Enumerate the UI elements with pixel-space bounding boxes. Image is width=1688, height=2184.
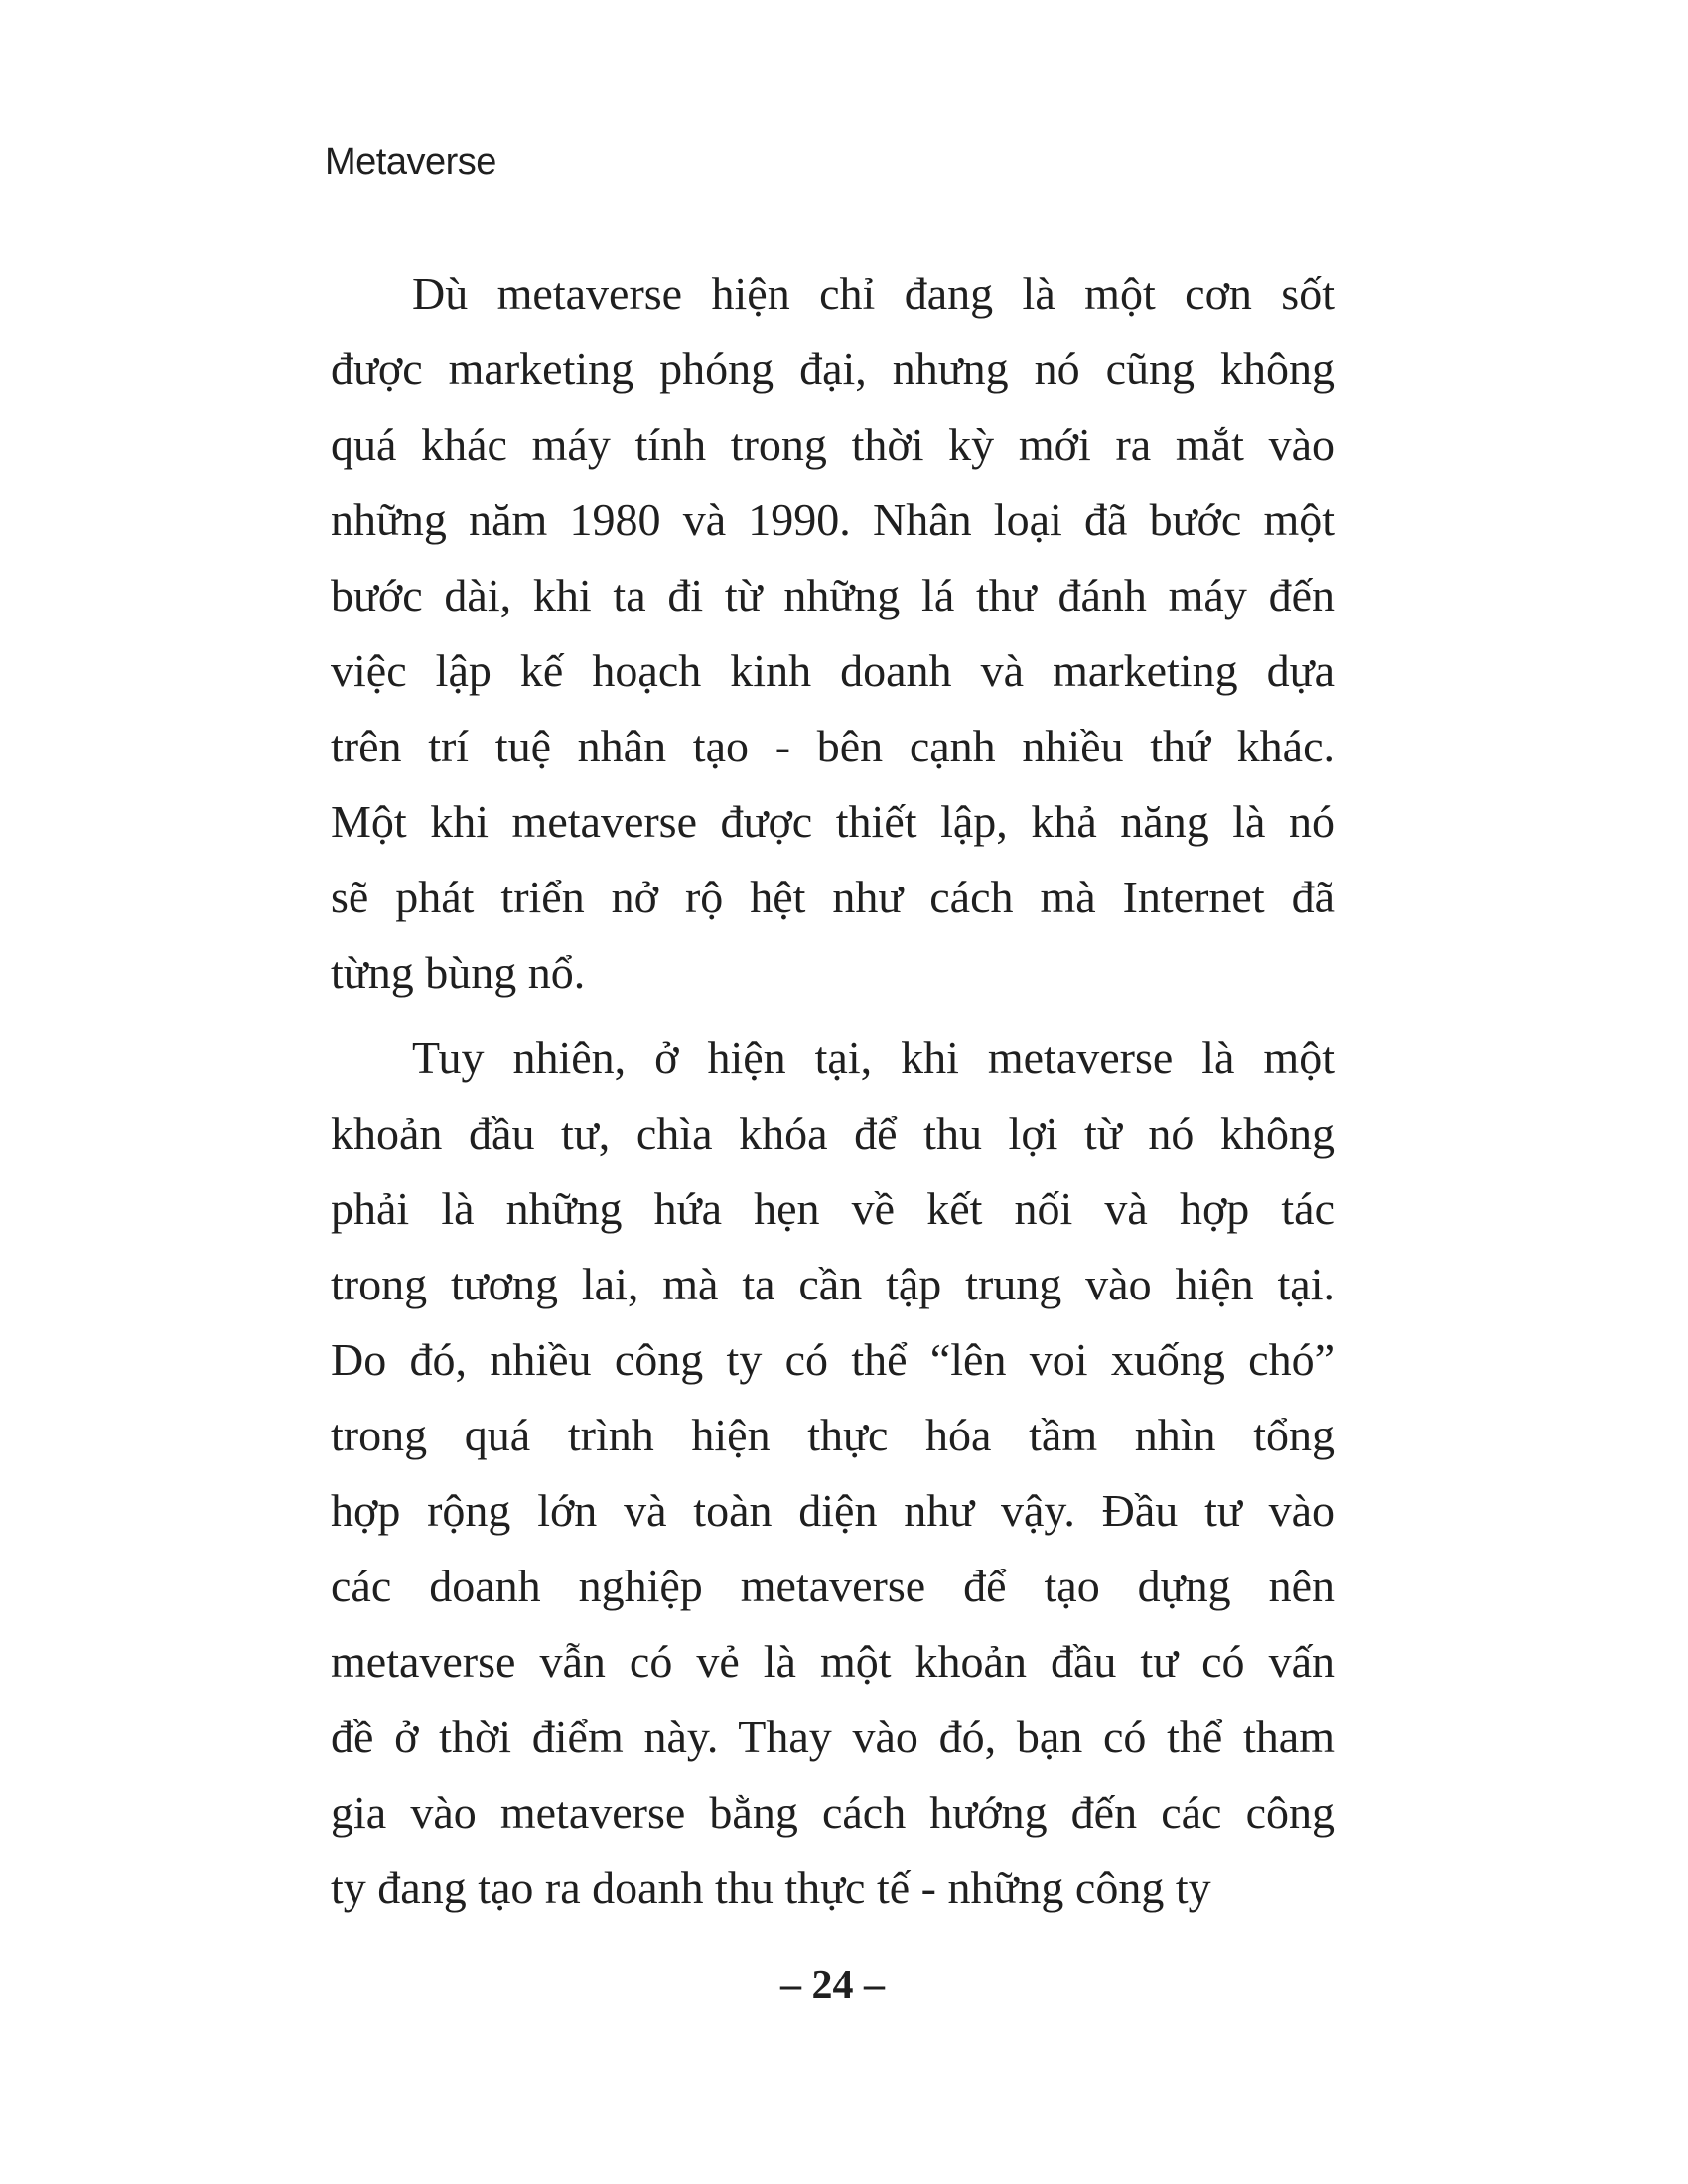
text-line: gia vào metaverse bằng cách hướng đến các công <box>331 1787 1335 1838</box>
text-line: những năm 1980 và 1990. Nhân loại đã bước một <box>331 494 1335 545</box>
text-line: được marketing phóng đại, nhưng nó cũng không <box>331 343 1335 394</box>
body-text <box>331 256 1335 1926</box>
paragraph <box>331 1021 1335 1926</box>
text-line: ty đang tạo ra doanh thu thực tế - những công ty <box>331 1862 1211 1913</box>
text-line: sẽ phát triển nở rộ hệt như cách mà Internet đã <box>331 872 1335 922</box>
text-line: metaverse vẫn có vẻ là một khoản đầu tư có vấn <box>331 1636 1335 1687</box>
text-line: Dù metaverse hiện chỉ đang là một cơn sốt <box>412 268 1335 319</box>
text-line: trong quá trình hiện thực hóa tầm nhìn tổng <box>331 1410 1335 1460</box>
text-line: phải là những hứa hẹn về kết nối và hợp tác <box>331 1183 1335 1234</box>
text-line: việc lập kế hoạch kinh doanh và marketing dựa <box>331 645 1335 696</box>
text-line: Tuy nhiên, ở hiện tại, khi metaverse là một <box>412 1032 1335 1083</box>
text-line: hợp rộng lớn và toàn diện như vậy. Đầu tư vào <box>331 1485 1335 1536</box>
text-line: đề ở thời điểm này. Thay vào đó, bạn có thể tham <box>331 1711 1335 1762</box>
text-line: Do đó, nhiều công ty có thể “lên voi xuống chó” <box>331 1334 1335 1385</box>
running-header: Metaverse <box>325 141 496 183</box>
text-line: Một khi metaverse được thiết lập, khả năng là nó <box>331 796 1335 847</box>
paragraph <box>331 256 1335 1011</box>
text-line: các doanh nghiệp metaverse để tạo dựng nên <box>331 1561 1335 1611</box>
page-number: – 24 – <box>780 1963 885 2008</box>
text-line: từng bùng nổ. <box>331 947 586 998</box>
text-line: bước dài, khi ta đi từ những lá thư đánh máy đến <box>331 570 1335 620</box>
text-line: quá khác máy tính trong thời kỳ mới ra mắt vào <box>331 419 1335 470</box>
text-line: trên trí tuệ nhân tạo - bên cạnh nhiều thứ khác. <box>331 721 1335 771</box>
text-line: trong tương lai, mà ta cần tập trung vào hiện tại. <box>331 1259 1335 1309</box>
text-line: khoản đầu tư, chìa khóa để thu lợi từ nó không <box>331 1108 1335 1159</box>
